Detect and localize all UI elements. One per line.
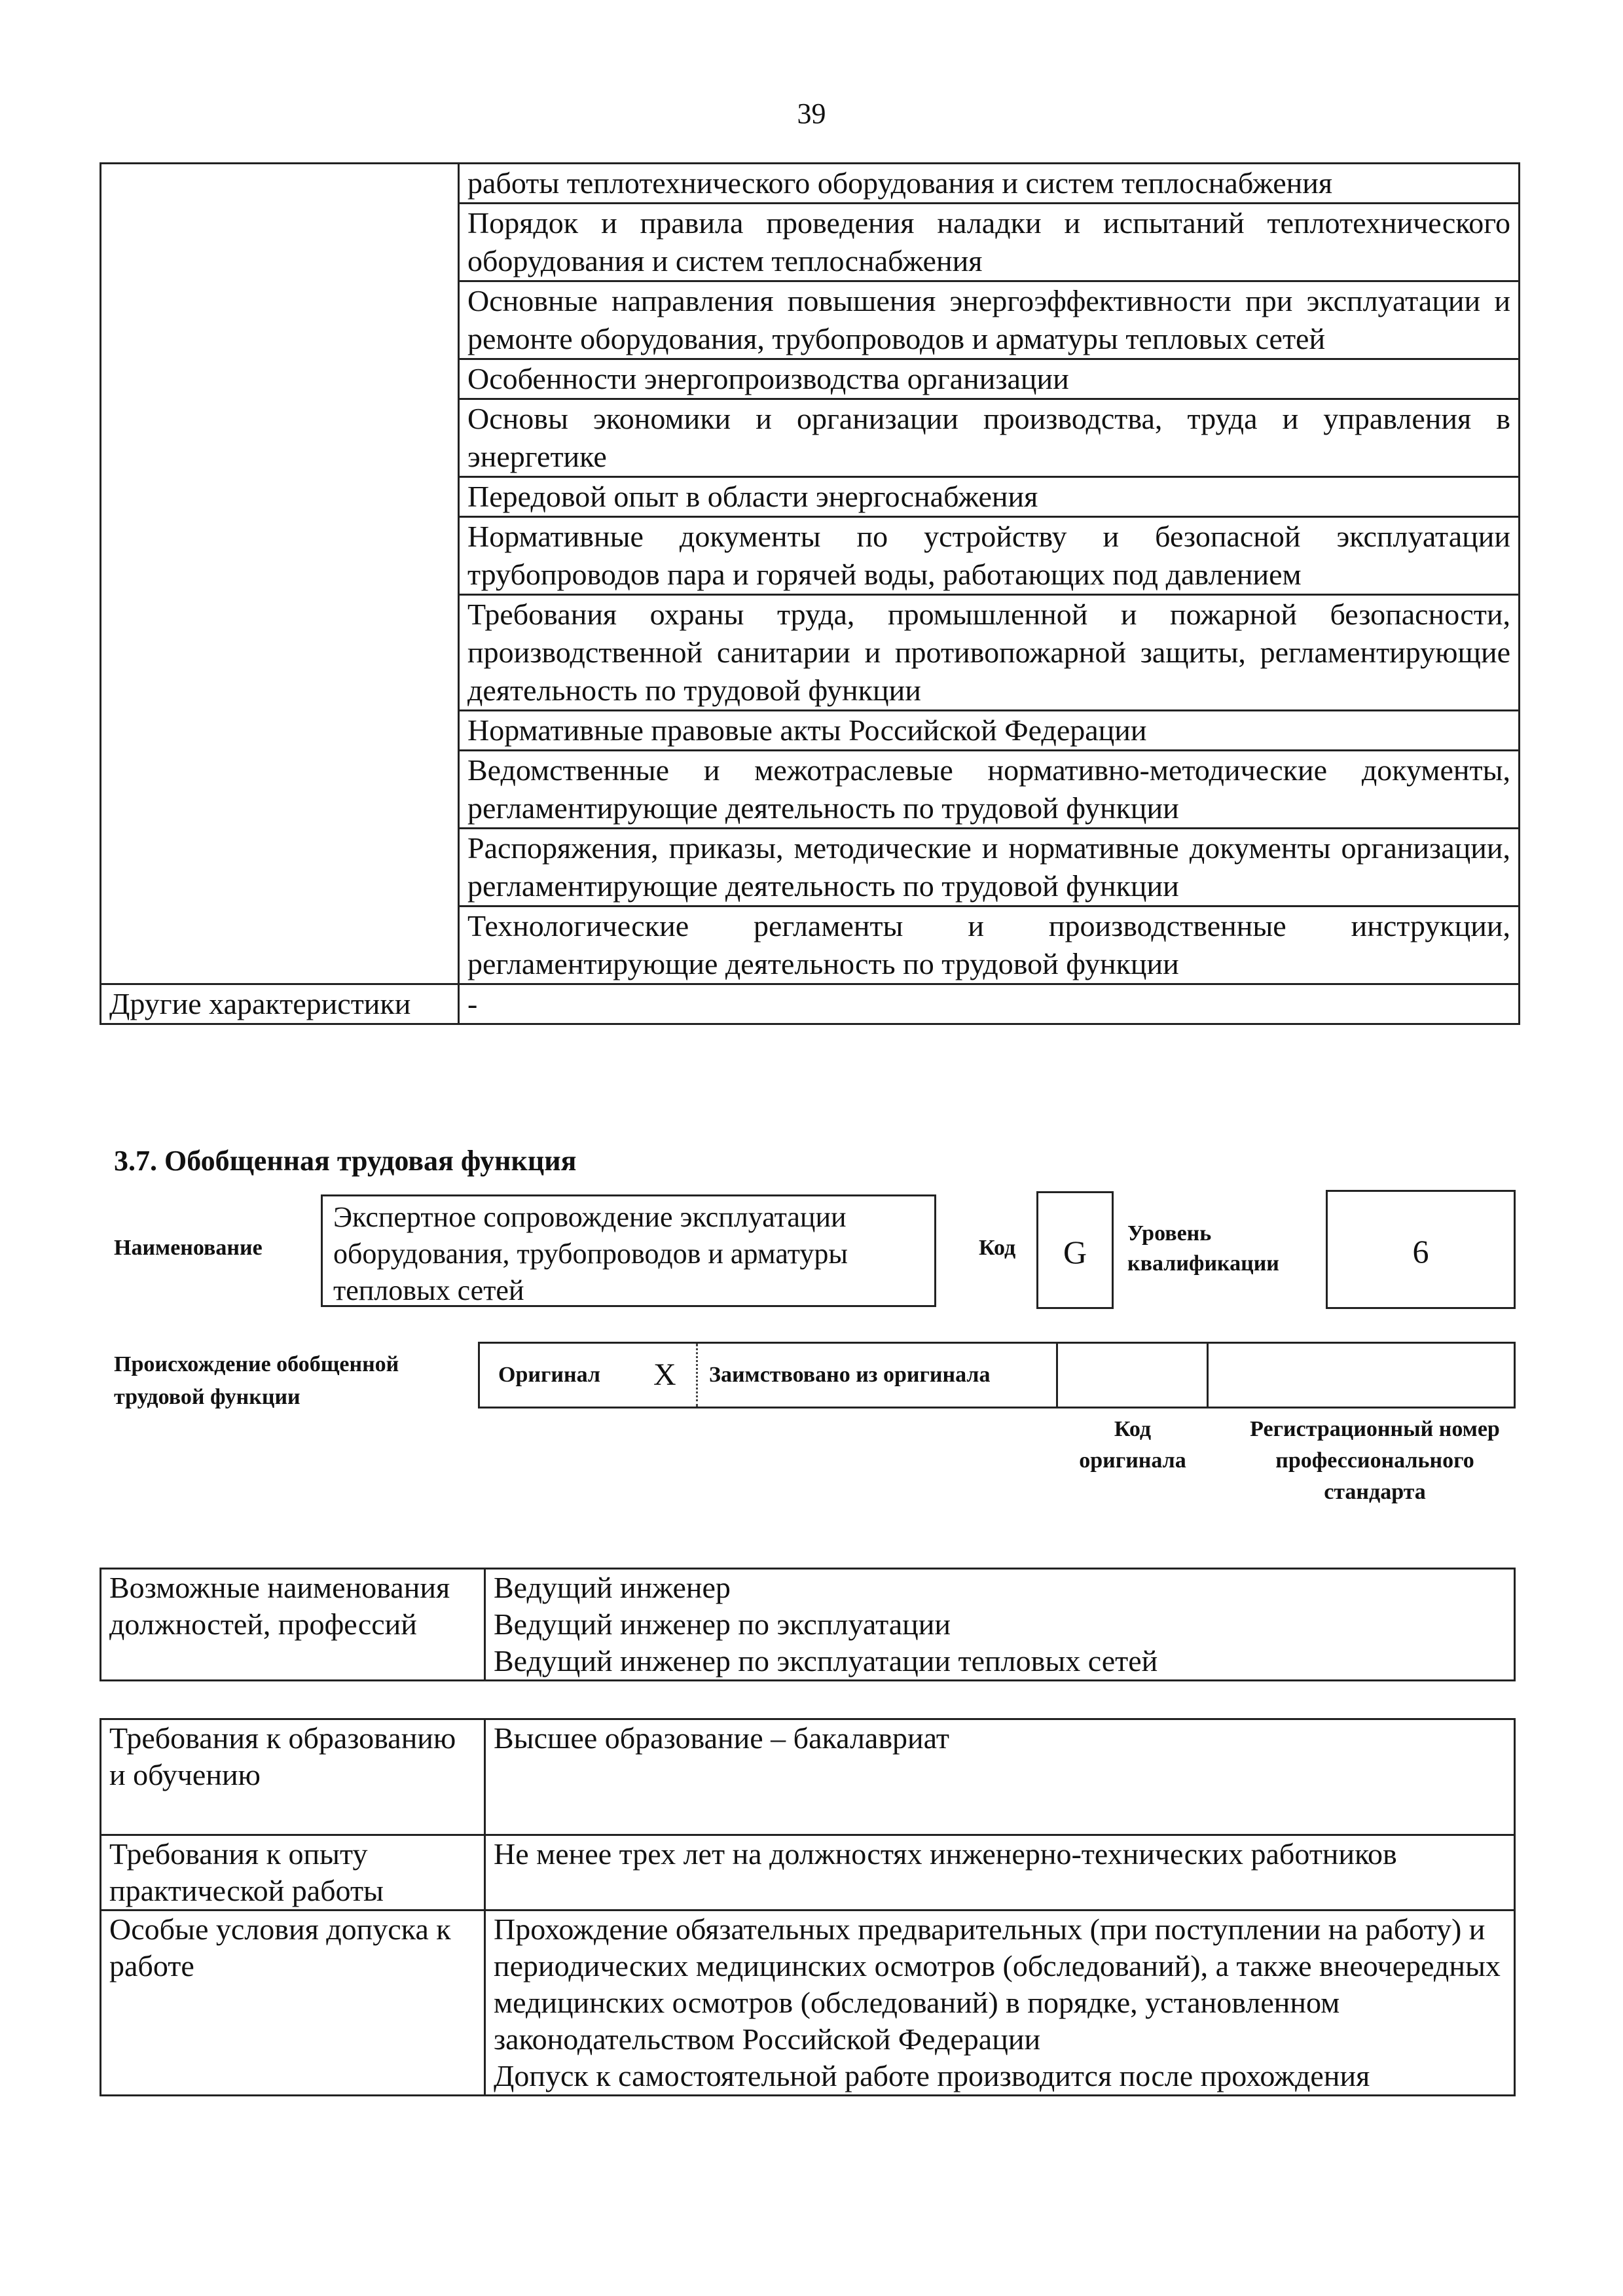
requirement-text: Допуск к самостоятельной работе производится после прохождения — [494, 2059, 1370, 2092]
knowledge-table — [100, 162, 1520, 1025]
page-number: 39 — [797, 98, 826, 130]
other-characteristics-value: - — [459, 984, 1520, 1024]
origin-label: Происхождение обобщенной трудовой функции — [114, 1352, 399, 1409]
positions-table — [100, 1568, 1516, 1681]
row-text: Передовой опыт в области энергоснабжения — [467, 480, 1038, 513]
table-row — [459, 477, 1520, 517]
row-text: Порядок и правила проведения наладки и испытаний теплотехнического оборудования и систем теплоснабжения — [467, 206, 1510, 278]
requirement-value — [485, 1910, 1515, 2096]
row-text: Распоряжения, приказы, методические и нормативные документы организации, регламентирующие деятельность по трудовой функции — [467, 831, 1510, 903]
origin-borrowed: Заимствовано из оригинала — [709, 1363, 991, 1387]
origin-mark: X — [653, 1357, 676, 1392]
divider — [1056, 1344, 1058, 1407]
row-text: Основы экономики и организации производства, труда и управления в энергетике — [467, 402, 1510, 473]
requirement-label: Особые условия допуска к работе — [101, 1910, 485, 2096]
requirements-table — [100, 1718, 1516, 2096]
level-label: Уровень квалификации — [1127, 1221, 1279, 1276]
row-text: Требования охраны труда, промышленной и пожарной безопасности, производственной санитарии и противопожарной защиты, регламентирующие деятельность по трудовой функции — [467, 598, 1510, 707]
other-characteristics-label: Другие характеристики — [101, 984, 459, 1024]
requirement-value: Высшее образование – бакалавриат — [485, 1719, 1515, 1835]
position-item: Ведущий инженер — [494, 1571, 731, 1604]
caption-original-code: Код оригинала — [1079, 1417, 1186, 1473]
positions-label: Возможные наименования должностей, профессий — [101, 1569, 485, 1681]
level-value: 6 — [1326, 1190, 1516, 1309]
table-row — [459, 164, 1520, 204]
row-text: Ведомственные и межотраслевые нормативно-методические документы, регламентирующие деятельность по трудовой функции — [467, 753, 1510, 825]
caption-registration-number: Регистрационный номер профессионального стандарта — [1250, 1417, 1500, 1504]
name-value: Экспертное сопровождение эксплуатации оборудования, трубопроводов и арматуры тепловых сетей — [321, 1194, 936, 1307]
position-item: Ведущий инженер по эксплуатации — [494, 1607, 951, 1641]
table-row — [459, 751, 1520, 829]
table-row — [459, 281, 1520, 359]
row-text: Особенности энергопроизводства организации — [467, 362, 1069, 395]
table-row — [459, 906, 1520, 984]
divider — [696, 1344, 698, 1407]
positions-values — [485, 1569, 1515, 1681]
origin-original: Оригинал — [498, 1363, 600, 1387]
requirement-text: Прохождение обязательных предварительных (при поступлении на работу) и периодических медицинских осмотров (обследований), а также внеочередных медицинских осмотров (обследований) в порядке, установленном законодательством Российской Федерации — [494, 1912, 1501, 2056]
table-row — [459, 399, 1520, 477]
table-row — [459, 517, 1520, 595]
row-text: работы теплотехнического оборудования и систем теплоснабжения — [467, 166, 1333, 200]
row-text: Технологические регламенты и производственные инструкции, регламентирующие деятельность по трудовой функции — [467, 909, 1510, 980]
position-item: Ведущий инженер по эксплуатации тепловых сетей — [494, 1644, 1158, 1677]
table-row — [459, 829, 1520, 906]
table-row — [459, 204, 1520, 281]
divider — [1207, 1344, 1209, 1407]
table-row — [459, 711, 1520, 751]
requirement-label: Требования к образованию и обучению — [101, 1719, 485, 1835]
table-row — [459, 359, 1520, 399]
row-text: Основные направления повышения энергоэффективности при эксплуатации и ремонте оборудования, трубопроводов и арматуры тепловых сетей — [467, 284, 1510, 355]
empty-label-cell — [101, 164, 459, 984]
origin-row — [478, 1342, 1516, 1408]
table-row — [459, 595, 1520, 711]
name-label: Наименование — [114, 1236, 263, 1260]
row-text: Нормативные документы по устройству и безопасной эксплуатации трубопроводов пара и горячей воды, работающих под давлением — [467, 520, 1510, 591]
section-title: 3.7. Обобщенная трудовая функция — [114, 1145, 577, 1177]
code-label: Код — [979, 1236, 1016, 1260]
code-value: G — [1036, 1191, 1114, 1309]
requirement-value: Не менее трех лет на должностях инженерно-технических работников — [485, 1835, 1515, 1910]
requirement-label: Требования к опыту практической работы — [101, 1835, 485, 1910]
row-text: Нормативные правовые акты Российской Федерации — [467, 713, 1147, 747]
